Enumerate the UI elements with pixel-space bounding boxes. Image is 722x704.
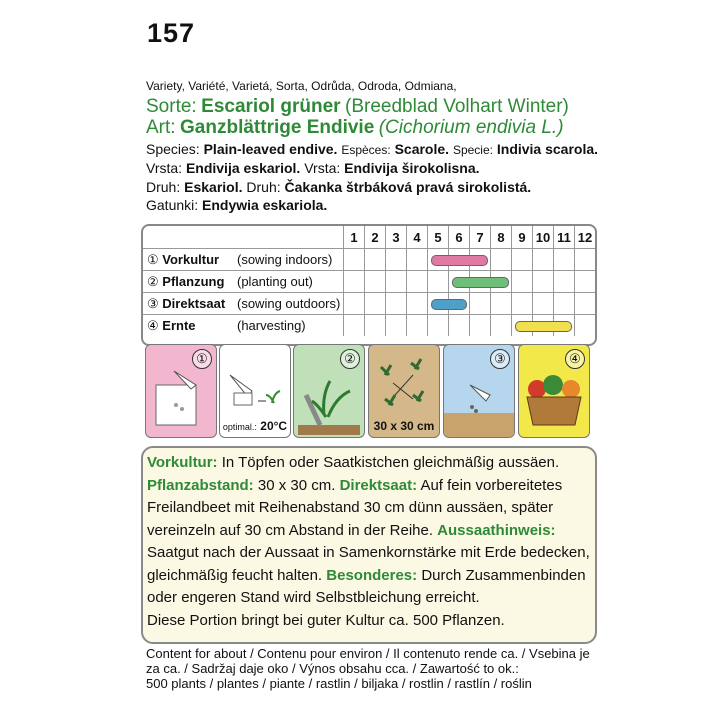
direct-sowing-picto: ③ xyxy=(443,344,515,438)
calendar-bar-1 xyxy=(431,255,488,266)
calendar-bar-2 xyxy=(452,277,509,288)
germination-picto: optimal.: 20°C xyxy=(219,344,291,438)
calendar-row-pflanzung: ② Pflanzung (planting out) xyxy=(143,271,595,293)
gatunki-line: Gatunki: Endywia eskariola. xyxy=(146,197,328,213)
variety-name: Escariol grüner xyxy=(201,96,341,117)
planting-picto: ② xyxy=(293,344,365,438)
calendar-row-vorkultur: ① Vorkultur (sowing indoors) xyxy=(143,249,595,271)
sorte-line: Sorte: Escariol grüner (Breedblad Volhart Winter) xyxy=(146,96,569,117)
species-line: Species: Plain-leaved endive. Espèces: Scarole. Specie: Indivia scarola. xyxy=(146,141,599,157)
art-line: Art: Ganzblättrige Endivie (Cichorium endivia L.) xyxy=(146,117,564,138)
sowing-calendar xyxy=(141,224,597,346)
calendar-bar-3 xyxy=(431,299,467,310)
species-name: Ganzblättrige Endivie xyxy=(180,117,375,138)
variety-header: Variety, Variété, Varietá, Sorta, Odrůda, Odroda, Odmiana, xyxy=(146,79,457,93)
druh-line: Druh: Eskariol. Druh: Čakanka štrbáková pravá sirokolistá. xyxy=(146,179,532,195)
spacing-label: 30 x 30 cm xyxy=(373,419,435,433)
instructions-box: Vorkultur: In Töpfen oder Saatkistchen gleichmäßig aussäen. Pflanzabstand: 30 x 30 cm. Direktsaat: Auf fein vorbereitetes Freilandbeet mit Reihenabstand 30 cm dünn aussäen, später vereinzeln auf 30 cm Abstand in der Reihe. Aussaathinweis: Saatgut nach der Aussaat in Samenkornstärke mit Erde bedecken, gleichmäßig feucht halten. Besonderes: Durch Zusammenbinden oder engeren Stand wird Selbstbleichung erreicht. Diese Portion bringt bei guter Kultur ca. 500 Pflanzen. xyxy=(141,446,597,644)
pot-sowing-picto: ① xyxy=(145,344,217,438)
calendar-row-ernte: ④ Ernte (harvesting) xyxy=(143,315,595,337)
harvest-basket-picto: ④ xyxy=(518,344,590,438)
vrsta-line: Vrsta: Endivija eskariol. Vrsta: Endivija širokolisna. xyxy=(146,160,480,176)
calendar-row-direktsaat: ③ Direktsaat (sowing outdoors) xyxy=(143,293,595,315)
content-footer: Content for about / Contenu pour environ / Il contenuto rende ca. / Vsebina je za ca. / Sadržaj daje oko / Výnos obsahu cca. / Zawartość to ok.: 500 plants / plantes / piante / rastlin / biljaka / rostlin / rastlín / roślin xyxy=(146,646,590,691)
packet-number: 157 xyxy=(147,18,196,48)
spacing-picto xyxy=(368,344,440,438)
calendar-header-row: 1 2 3 4 5 6 7 8 9 10 11 12 xyxy=(143,226,595,249)
temperature-label: 20°C xyxy=(260,419,288,433)
pictogram-strip xyxy=(141,344,593,440)
calendar-bar-4 xyxy=(515,321,572,332)
